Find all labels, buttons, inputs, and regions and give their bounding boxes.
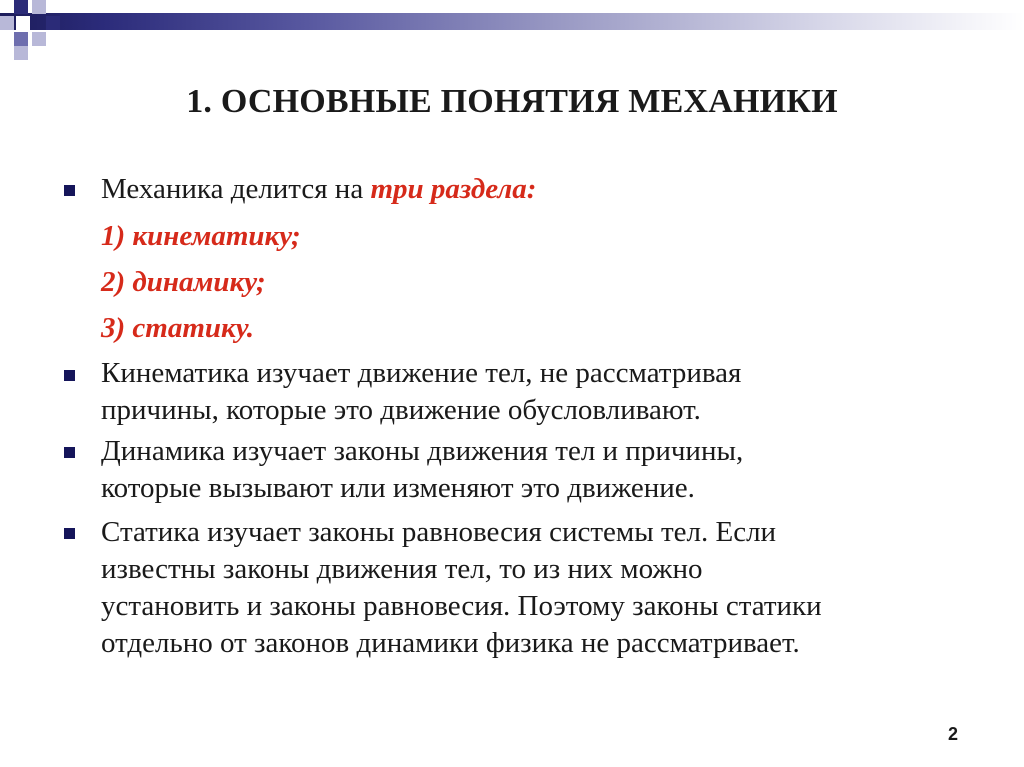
- bullet-accent-text: три раздела:: [370, 173, 537, 205]
- bullet-line: причины, которые это движение обусловливают.: [101, 394, 701, 426]
- bullet-item-4: [101, 514, 981, 662]
- header-decoration-band: [0, 13, 1024, 30]
- bullet-item-3: [101, 433, 981, 507]
- decoration-square: [16, 16, 30, 30]
- decoration-square: [14, 46, 28, 60]
- bullet-line: которые вызывают или изменяют это движение.: [101, 472, 695, 504]
- decoration-square: [32, 0, 46, 14]
- bullet-item-2: [101, 355, 981, 429]
- bullet-line: известны законы движения тел, то из них можно: [101, 553, 703, 585]
- bullet-line: Статика изучает законы равновесия системы тел. Если: [101, 516, 777, 548]
- bullet-square-icon: [64, 528, 75, 539]
- sub-item-2: 2) динамику;: [101, 266, 266, 298]
- bullet-line: Кинематика изучает движение тел, не рассматривая: [101, 357, 742, 389]
- bullet-line: Динамика изучает законы движения тел и причины,: [101, 435, 744, 467]
- bullet-text: Механика делится на: [101, 173, 371, 205]
- bullet-line: отдельно от законов динамики физика не рассматривает.: [101, 627, 800, 659]
- bullet-item-1: [101, 171, 981, 208]
- bullet-square-icon: [64, 370, 75, 381]
- slide-title: 1. ОСНОВНЫЕ ПОНЯТИЯ МЕХАНИКИ: [186, 83, 838, 120]
- bullet-square-icon: [64, 447, 75, 458]
- decoration-square: [14, 32, 28, 46]
- decoration-square: [14, 0, 28, 14]
- decoration-square: [0, 16, 14, 30]
- page-number: 2: [948, 724, 959, 744]
- decoration-square: [46, 16, 60, 30]
- sub-item-1: 1) кинематику;: [101, 220, 301, 252]
- decoration-square: [32, 32, 46, 46]
- bullet-square-icon: [64, 185, 75, 196]
- sub-item-3: 3) статику.: [101, 312, 255, 344]
- bullet-line: установить и законы равновесия. Поэтому законы статики: [101, 590, 822, 622]
